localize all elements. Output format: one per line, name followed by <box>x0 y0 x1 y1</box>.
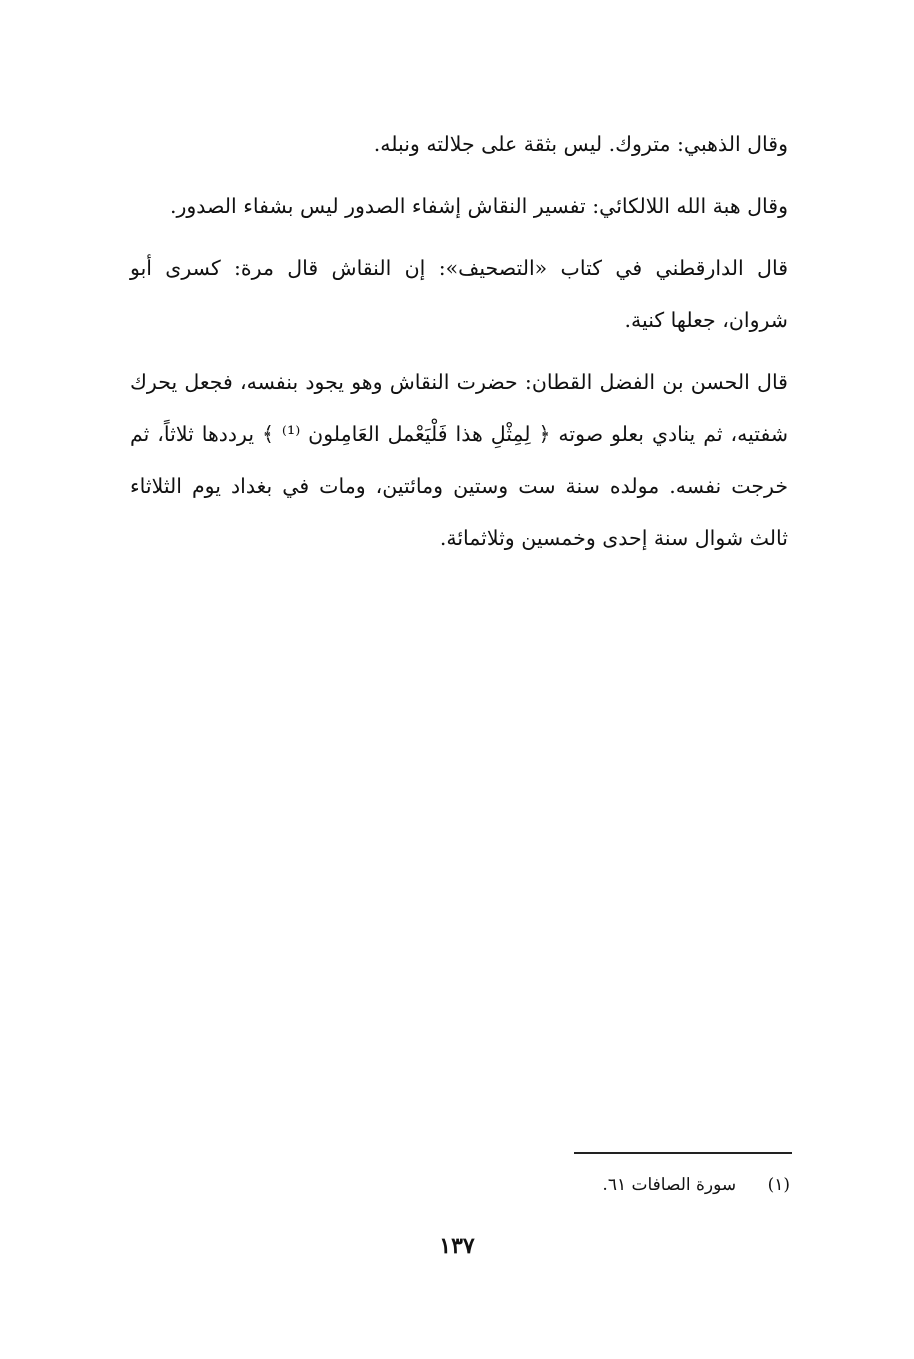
paragraph-dhahabi: وقال الذهبي: متروك. ليس بثقة على جلالته ونبله. <box>373 132 788 156</box>
main-text <box>130 118 788 574</box>
paragraph-daraqutni: قال الدارقطني في كتاب «التصحيف»: إن النقاش قال مرة: كسرى أبو شروان، جعلها كنية. <box>130 256 788 332</box>
footnote-text: سورة الصافات ٦١. <box>602 1175 737 1195</box>
page-number: ١٣٧ <box>439 1233 475 1259</box>
paragraph-qattan: قال الحسن بن الفضل القطان: حضرت النقاش وهو يجود بنفسه، فجعل يحرك شفتيه، ثم ينادي بعلو صوته ﴿ لِمِثْلِ هذا فَلْيَعْمل العَامِلون ⁽¹⁾ ﴾ يرددها ثلاثاً، ثم خرجت نفسه. مولده سنة ست وستين ومائتين، ومات في بغداد يوم الثلاثاء ثالث شوال سنة إحدى وخمسين وثلاثمائة. <box>130 370 788 550</box>
footnote <box>420 1170 790 1200</box>
footnote-marker: (١) <box>767 1175 790 1195</box>
paragraph-lalakai: وقال هبة الله اللالكائي: تفسير النقاش إشفاء الصدور ليس بشفاء الصدور. <box>169 194 788 218</box>
footnote-divider <box>574 1152 792 1154</box>
